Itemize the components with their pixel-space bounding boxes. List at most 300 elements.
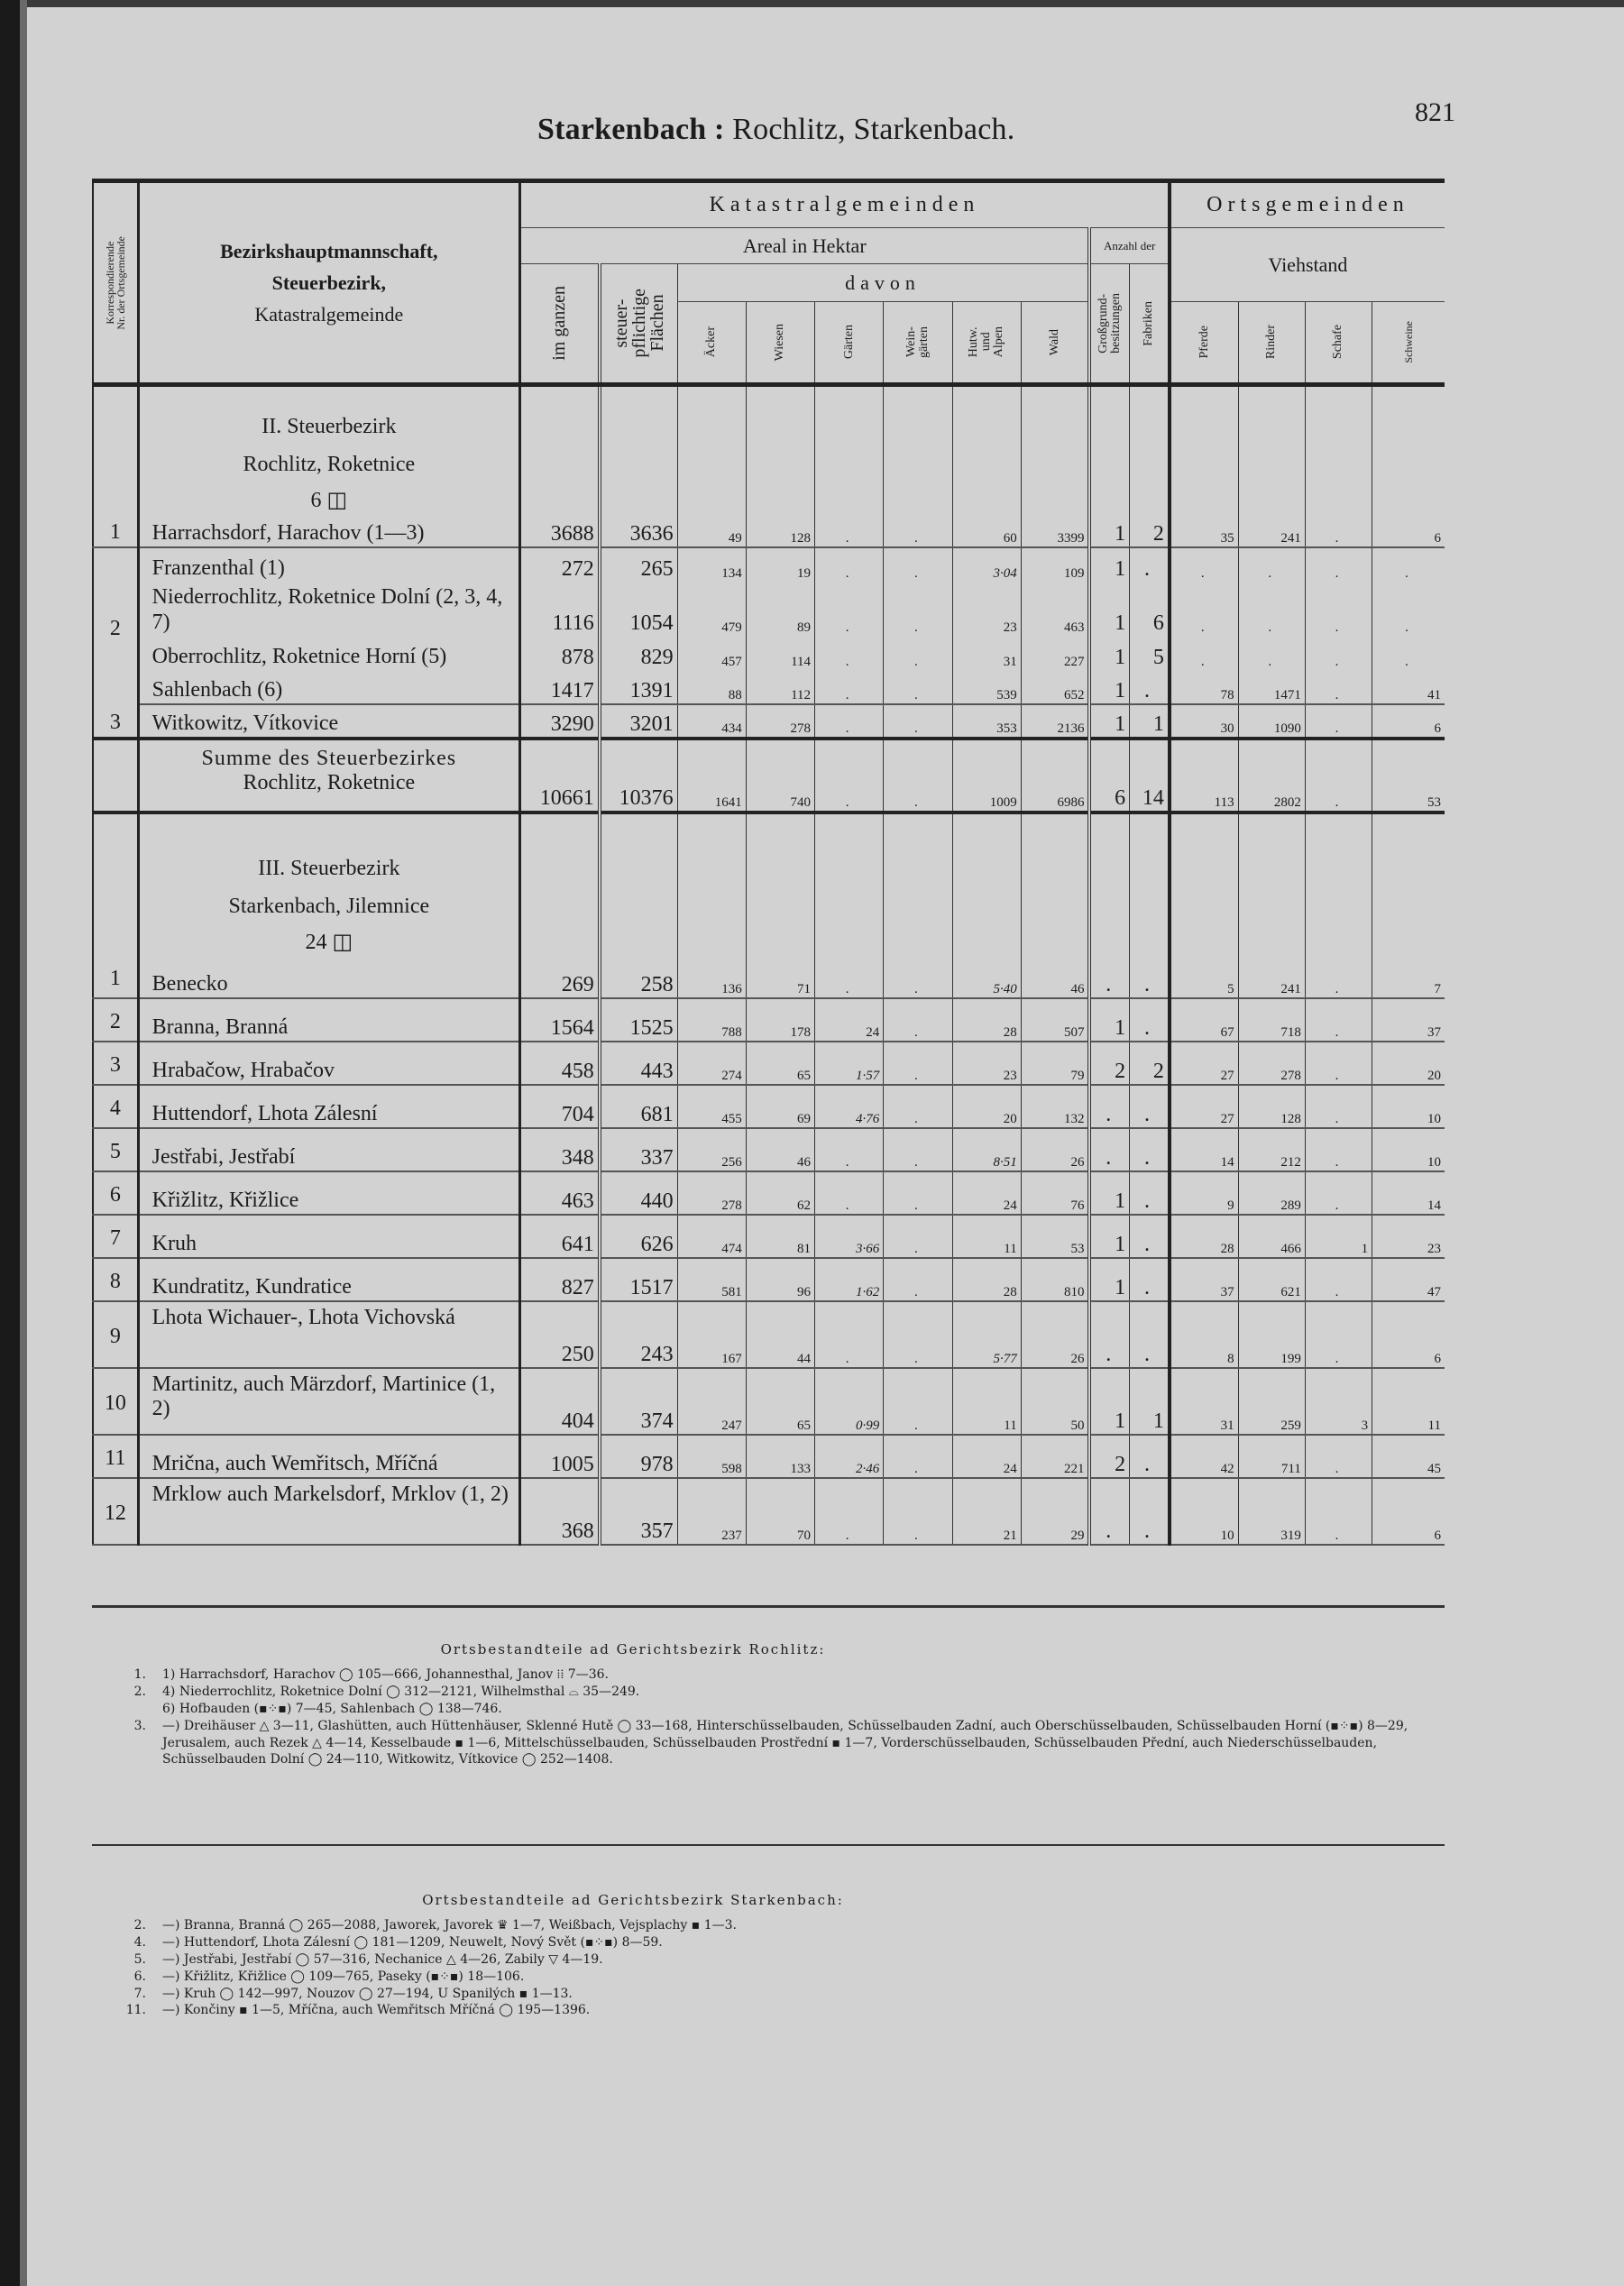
header-col-label: im ganzen: [549, 286, 570, 361]
header-ortsgemeinden: Ortsgemeinden: [1170, 181, 1445, 228]
cell-value: 53: [1372, 771, 1445, 812]
cell-value: 76: [1021, 1171, 1089, 1215]
cell-value: .: [1089, 955, 1129, 998]
cell-value: 10661: [520, 771, 600, 812]
empty-cell: [1305, 919, 1372, 955]
empty-cell: [1089, 812, 1129, 881]
footnote-ref: 1.: [133, 1667, 146, 1682]
cell-value: 9: [1170, 1171, 1238, 1215]
cell-value: 37: [1372, 998, 1445, 1042]
footnote-line: [92, 1684, 1445, 1701]
empty-cell: [1372, 385, 1445, 439]
cell-value: 278: [677, 1171, 746, 1215]
row-name: Oberrochlitz, Roketnice Horní (5): [138, 636, 519, 670]
cell-value: .: [815, 582, 884, 636]
empty-cell: [520, 881, 600, 919]
footnote-ref: 4.: [133, 1934, 146, 1950]
cell-value: .: [1170, 636, 1238, 670]
empty-cell: [1170, 739, 1238, 771]
cell-value: .: [1130, 1128, 1170, 1171]
cell-value: .: [1130, 1171, 1170, 1215]
cell-value: .: [884, 582, 952, 636]
cell-value: 788: [677, 998, 746, 1042]
cell-value: 14: [1372, 1171, 1445, 1215]
empty-cell: [1130, 739, 1170, 771]
section-name: Rochlitz, Roketnice: [138, 439, 519, 477]
cell-value: .: [1130, 1258, 1170, 1301]
sum-row: [93, 771, 1445, 812]
cell-value: 539: [952, 670, 1021, 704]
cell-value: 443: [600, 1042, 677, 1085]
empty-cell: [1130, 439, 1170, 477]
cell-value: 259: [1238, 1368, 1305, 1435]
cell-value: 3688: [520, 513, 600, 547]
empty-cell: [677, 919, 746, 955]
row-name: Mrična, auch Wemřitsch, Mříčná: [138, 1435, 519, 1478]
cell-value: 827: [520, 1258, 600, 1301]
row-name: Lhota Wichauer-, Lhota Vichovská: [138, 1301, 519, 1368]
cell-value: 278: [1238, 1042, 1305, 1085]
cell-value: 247: [677, 1368, 746, 1435]
cell-value: 79: [1021, 1042, 1089, 1085]
header-col-im-ganzen: [520, 264, 600, 385]
empty-cell: [746, 385, 814, 439]
table-row: [93, 547, 1445, 582]
empty-cell: [1238, 919, 1305, 955]
cell-value: 641: [520, 1215, 600, 1258]
row-name: Benecko: [138, 955, 519, 998]
header-nr-label: Korrespondierende Nr. der Ortsgemeinde: [103, 235, 127, 330]
cell-value: 237: [677, 1478, 746, 1545]
header-viehstand: Viehstand: [1170, 228, 1445, 302]
cell-value: .: [1305, 582, 1372, 636]
cell-value: 31: [1170, 1368, 1238, 1435]
scan-left-edge: [0, 0, 20, 2286]
cell-value: 6: [1372, 1478, 1445, 1545]
header-col-label: Wald: [1047, 328, 1061, 356]
cell-value: 6: [1089, 771, 1129, 812]
cell-value: 5: [1130, 636, 1170, 670]
cell-value: .: [1130, 955, 1170, 998]
empty-cell: [1021, 385, 1089, 439]
cell-value: 31: [952, 636, 1021, 670]
footnote-line: [92, 1701, 1445, 1718]
header-col-label: Schafe: [1331, 325, 1345, 360]
cell-value: .: [815, 1478, 884, 1545]
cell-value: 463: [520, 1171, 600, 1215]
table-row: [93, 513, 1445, 547]
scan-top-edge: [0, 0, 1624, 7]
header-col-label: Wiesen: [773, 323, 787, 362]
cell-value: .: [1372, 547, 1445, 582]
empty-cell: [1130, 477, 1170, 513]
footnote-line: [92, 2002, 1445, 2019]
cell-value: 978: [600, 1435, 677, 1478]
empty-cell: [1372, 919, 1445, 955]
empty-cell: [815, 739, 884, 771]
footnote-text: 1) Harrachsdorf, Harachov ◯ 105—666, Johannesthal, Janov ⁞⁞ 7—36.: [162, 1667, 609, 1682]
cell-value: 69: [746, 1085, 814, 1128]
cell-value: 37: [1170, 1258, 1238, 1301]
cell-value: 337: [600, 1128, 677, 1171]
cell-value: 26: [1021, 1128, 1089, 1171]
row-name: Sahlenbach (6): [138, 670, 519, 704]
empty-cell: [884, 477, 952, 513]
cell-value: 1: [1089, 1171, 1129, 1215]
row-number: 10: [93, 1368, 138, 1435]
table-row: [93, 1215, 1445, 1258]
cell-value: .: [884, 771, 952, 812]
cell-value: 35: [1170, 513, 1238, 547]
table-row: [93, 1042, 1445, 1085]
cell-value: 3399: [1021, 513, 1089, 547]
header-col-wald: [1021, 302, 1089, 385]
cell-value: 357: [600, 1478, 677, 1545]
cell-value: 289: [1238, 1171, 1305, 1215]
header-col-label: Hutw. und Alpen: [967, 326, 1006, 358]
empty-cell: [1021, 881, 1089, 919]
cell-value: .: [815, 771, 884, 812]
cell-value: 3·66: [815, 1215, 884, 1258]
cell-value: 274: [677, 1042, 746, 1085]
footnote-text: —) Jestřabi, Jestřabí ◯ 57—316, Nechanice △ 4—26, Zabily ▽ 4—19.: [162, 1951, 603, 1967]
footnote-separator-rule: [92, 1844, 1445, 1846]
table-row: [93, 1368, 1445, 1435]
header-davon: davon: [677, 264, 1089, 302]
cell-value: .: [1372, 636, 1445, 670]
empty-cell: [600, 739, 677, 771]
table-row: [93, 670, 1445, 704]
footnote-text: —) Branna, Branná ◯ 265—2088, Jaworek, Javorek ♛ 1—7, Weißbach, Vejsplachy ▪ 1—3.: [162, 1918, 737, 1933]
section-count: 6 ◫: [138, 477, 519, 513]
cell-value: 243: [600, 1301, 677, 1368]
header-col-aecker: [677, 302, 746, 385]
cell-value: .: [1238, 636, 1305, 670]
cell-value: .: [1130, 1085, 1170, 1128]
cell-value: 5: [1170, 955, 1238, 998]
row-name: Franzenthal (1): [138, 547, 519, 582]
footnotes-starkenbach-lines: [92, 1917, 1445, 2019]
cell-value: 5·77: [952, 1301, 1021, 1368]
header-col-schafe: [1305, 302, 1372, 385]
empty-cell: [884, 385, 952, 439]
cell-value: 1: [1130, 1368, 1170, 1435]
cell-value: 353: [952, 704, 1021, 739]
cell-value: 581: [677, 1258, 746, 1301]
table-row: [93, 1435, 1445, 1478]
cell-value: .: [1305, 547, 1372, 582]
cell-value: 652: [1021, 670, 1089, 704]
footnote-line: [92, 1666, 1445, 1684]
footnote-text: 6) Hofbauden (▪⁘▪) 7—45, Sahlenbach ◯ 138—746.: [162, 1701, 502, 1716]
row-number: 12: [93, 1478, 138, 1545]
page-title-bold: Starkenbach :: [537, 113, 725, 146]
cell-value: 457: [677, 636, 746, 670]
empty-cell: [884, 919, 952, 955]
empty-cell: [815, 477, 884, 513]
footnotes-rochlitz-heading: Ortsbestandteile ad Gerichtsbezirk Rochlitz:: [440, 1641, 826, 1657]
header-name-line-3: Katastralgemeinde: [254, 303, 404, 326]
cell-value: 4·76: [815, 1085, 884, 1128]
empty-cell: [1089, 919, 1129, 955]
cell-value: 41: [1372, 670, 1445, 704]
empty-cell: [600, 439, 677, 477]
row-name: Harrachsdorf, Harachov (1—3): [138, 513, 519, 547]
cell-value: .: [1130, 998, 1170, 1042]
table-row: [93, 1258, 1445, 1301]
footnote-ref: [92, 1701, 162, 1718]
header-col-fabriken: [1130, 264, 1170, 385]
header-anzahl: Anzahl der: [1089, 228, 1169, 264]
statistics-table-frame: [92, 179, 1445, 1546]
empty-cell: [1089, 385, 1129, 439]
cell-value: .: [884, 670, 952, 704]
cell-value: .: [884, 513, 952, 547]
empty-cell: [677, 439, 746, 477]
cell-value: .: [1130, 1301, 1170, 1368]
cell-value: 1054: [600, 582, 677, 636]
cell-value: 50: [1021, 1368, 1089, 1435]
empty-cell: [1238, 812, 1305, 881]
section-count: 24 ◫: [138, 919, 519, 955]
cell-value: 20: [952, 1085, 1021, 1128]
row-name: Branna, Branná: [138, 998, 519, 1042]
empty-cell: [884, 439, 952, 477]
cell-value: 404: [520, 1368, 600, 1435]
cell-value: 70: [746, 1478, 814, 1545]
cell-value: .: [1305, 955, 1372, 998]
cell-value: 1: [1130, 704, 1170, 739]
empty-cell: [1238, 739, 1305, 771]
empty-cell: [884, 881, 952, 919]
row-name: Niederrochlitz, Roketnice Dolní (2, 3, 4, 7): [138, 582, 519, 636]
header-col-label: Pferde: [1197, 326, 1211, 359]
cell-value: .: [815, 1301, 884, 1368]
cell-value: 10: [1372, 1128, 1445, 1171]
nr-cell: [93, 919, 138, 955]
empty-cell: [1130, 919, 1170, 955]
row-name: Kruh: [138, 1215, 519, 1258]
cell-value: .: [1170, 582, 1238, 636]
cell-value: 47: [1372, 1258, 1445, 1301]
cell-value: 6: [1372, 513, 1445, 547]
empty-cell: [1238, 439, 1305, 477]
cell-value: 11: [952, 1368, 1021, 1435]
cell-value: 46: [1021, 955, 1089, 998]
footnotes-starkenbach: [92, 1892, 1445, 2019]
cell-value: 113: [1170, 771, 1238, 812]
row-number: 2: [93, 998, 138, 1042]
sum-label: Summe des Steuerbezirkes: [138, 739, 519, 771]
empty-cell: [1170, 812, 1238, 881]
cell-value: 199: [1238, 1301, 1305, 1368]
nr-cell: [93, 477, 138, 513]
empty-cell: [1238, 477, 1305, 513]
cell-value: .: [1238, 582, 1305, 636]
cell-value: .: [1305, 1171, 1372, 1215]
empty-cell: [1238, 881, 1305, 919]
footnote-text: —) Huttendorf, Lhota Zálesní ◯ 181—1209, Neuwelt, Nový Svět (▪⁘▪) 8—59.: [162, 1934, 663, 1950]
row-number: 3: [93, 1042, 138, 1085]
cell-value: 6986: [1021, 771, 1089, 812]
cell-value: 53: [1021, 1215, 1089, 1258]
table-row: [93, 1128, 1445, 1171]
cell-value: .: [1305, 513, 1372, 547]
cell-value: 1: [1089, 1215, 1129, 1258]
cell-value: 3290: [520, 704, 600, 739]
empty-cell: [952, 739, 1021, 771]
cell-value: 250: [520, 1301, 600, 1368]
nr-cell: [93, 881, 138, 919]
empty-cell: [520, 919, 600, 955]
empty-cell: [1305, 812, 1372, 881]
sum-name: Rochlitz, Roketnice: [138, 771, 519, 812]
cell-value: 621: [1238, 1258, 1305, 1301]
cell-value: 10376: [600, 771, 677, 812]
table-row: [93, 582, 1445, 636]
cell-value: 455: [677, 1085, 746, 1128]
empty-cell: [1238, 385, 1305, 439]
cell-value: .: [1305, 704, 1372, 739]
header-nr-cell: [93, 181, 138, 385]
page-number: 821: [1415, 97, 1455, 127]
empty-cell: [746, 739, 814, 771]
empty-cell: [520, 812, 600, 881]
cell-value: 458: [520, 1042, 600, 1085]
footnote-text: —) Končiny ▪ 1—5, Mříčna, auch Wemřitsch Mříčná ◯ 195—1396.: [162, 2003, 591, 2018]
empty-cell: [952, 385, 1021, 439]
footnotes-rochlitz: [92, 1641, 1445, 1768]
empty-cell: [1089, 881, 1129, 919]
empty-cell: [815, 919, 884, 955]
empty-cell: [1170, 385, 1238, 439]
row-number: 1: [93, 513, 138, 547]
cell-value: 27: [1170, 1085, 1238, 1128]
table-row: [93, 636, 1445, 670]
cell-value: 114: [746, 636, 814, 670]
empty-cell: [677, 812, 746, 881]
cell-value: .: [884, 1085, 952, 1128]
header-col-pferde: [1170, 302, 1238, 385]
empty-cell: [815, 439, 884, 477]
cell-value: 60: [952, 513, 1021, 547]
empty-cell: [1130, 385, 1170, 439]
cell-value: 26: [1021, 1301, 1089, 1368]
empty-cell: [1021, 919, 1089, 955]
cell-value: 704: [520, 1085, 600, 1128]
cell-value: .: [884, 1435, 952, 1478]
row-number: 9: [93, 1301, 138, 1368]
empty-cell: [1170, 439, 1238, 477]
cell-value: 1: [1089, 547, 1129, 582]
cell-value: .: [1305, 636, 1372, 670]
header-col-label: Fabriken: [1142, 300, 1155, 346]
empty-cell: [1305, 385, 1372, 439]
cell-value: 89: [746, 582, 814, 636]
cell-value: 2·46: [815, 1435, 884, 1478]
cell-value: 3201: [600, 704, 677, 739]
row-number: 4: [93, 1085, 138, 1128]
cell-value: .: [884, 1258, 952, 1301]
section-heading-row: [93, 812, 1445, 881]
cell-value: 278: [746, 704, 814, 739]
cell-value: .: [815, 636, 884, 670]
cell-value: 626: [600, 1215, 677, 1258]
cell-value: 7: [1372, 955, 1445, 998]
cell-value: 8: [1170, 1301, 1238, 1368]
cell-value: 374: [600, 1368, 677, 1435]
cell-value: 1: [1089, 1368, 1129, 1435]
header-col-hutweiden: [952, 302, 1021, 385]
empty-cell: [1372, 812, 1445, 881]
cell-value: 598: [677, 1435, 746, 1478]
cell-value: 71: [746, 955, 814, 998]
scan-left-shadow: [20, 0, 27, 2286]
cell-value: 6: [1372, 704, 1445, 739]
header-col-rinder: [1238, 302, 1305, 385]
cell-value: 1: [1305, 1215, 1372, 1258]
cell-value: 1525: [600, 998, 677, 1042]
cell-value: 0·99: [815, 1368, 884, 1435]
cell-value: .: [1305, 1258, 1372, 1301]
cell-value: 96: [746, 1258, 814, 1301]
empty-cell: [600, 812, 677, 881]
table-row: [93, 1301, 1445, 1368]
cell-value: 2: [1089, 1042, 1129, 1085]
cell-value: 8·51: [952, 1128, 1021, 1171]
cell-value: .: [884, 998, 952, 1042]
cell-value: .: [1305, 1435, 1372, 1478]
row-number: 2: [93, 547, 138, 704]
cell-value: 24: [952, 1171, 1021, 1215]
cell-value: 2: [1130, 1042, 1170, 1085]
cell-value: .: [884, 1301, 952, 1368]
cell-value: 256: [677, 1128, 746, 1171]
cell-value: 265: [600, 547, 677, 582]
empty-cell: [952, 477, 1021, 513]
cell-value: 2: [1130, 513, 1170, 547]
cell-value: 109: [1021, 547, 1089, 582]
footnotes-starkenbach-heading: Ortsbestandteile ad Gerichtsbezirk Starkenbach:: [422, 1892, 844, 1908]
empty-cell: [1305, 477, 1372, 513]
empty-cell: [1305, 439, 1372, 477]
cell-value: 24: [952, 1435, 1021, 1478]
cell-value: .: [1089, 1085, 1129, 1128]
cell-value: 1391: [600, 670, 677, 704]
cell-value: 1471: [1238, 670, 1305, 704]
empty-cell: [1089, 477, 1129, 513]
statistics-table: [92, 179, 1445, 1546]
empty-cell: [952, 919, 1021, 955]
cell-value: 128: [746, 513, 814, 547]
cell-value: 1: [1089, 1258, 1129, 1301]
cell-value: .: [1305, 1128, 1372, 1171]
row-name: Huttendorf, Lhota Zálesní: [138, 1085, 519, 1128]
header-col-weingaerten: [884, 302, 952, 385]
empty-cell: [746, 919, 814, 955]
cell-value: 28: [952, 1258, 1021, 1301]
cell-value: .: [815, 513, 884, 547]
page-title: [537, 113, 1014, 147]
empty-cell: [677, 477, 746, 513]
cell-value: 3: [1305, 1368, 1372, 1435]
cell-value: 136: [677, 955, 746, 998]
cell-value: 44: [746, 1301, 814, 1368]
section-heading-row: [93, 477, 1445, 513]
footnote-ref: 2.: [133, 1684, 146, 1699]
header-katastralgemeinden: Katastralgemeinden: [520, 181, 1170, 228]
cell-value: 1·62: [815, 1258, 884, 1301]
